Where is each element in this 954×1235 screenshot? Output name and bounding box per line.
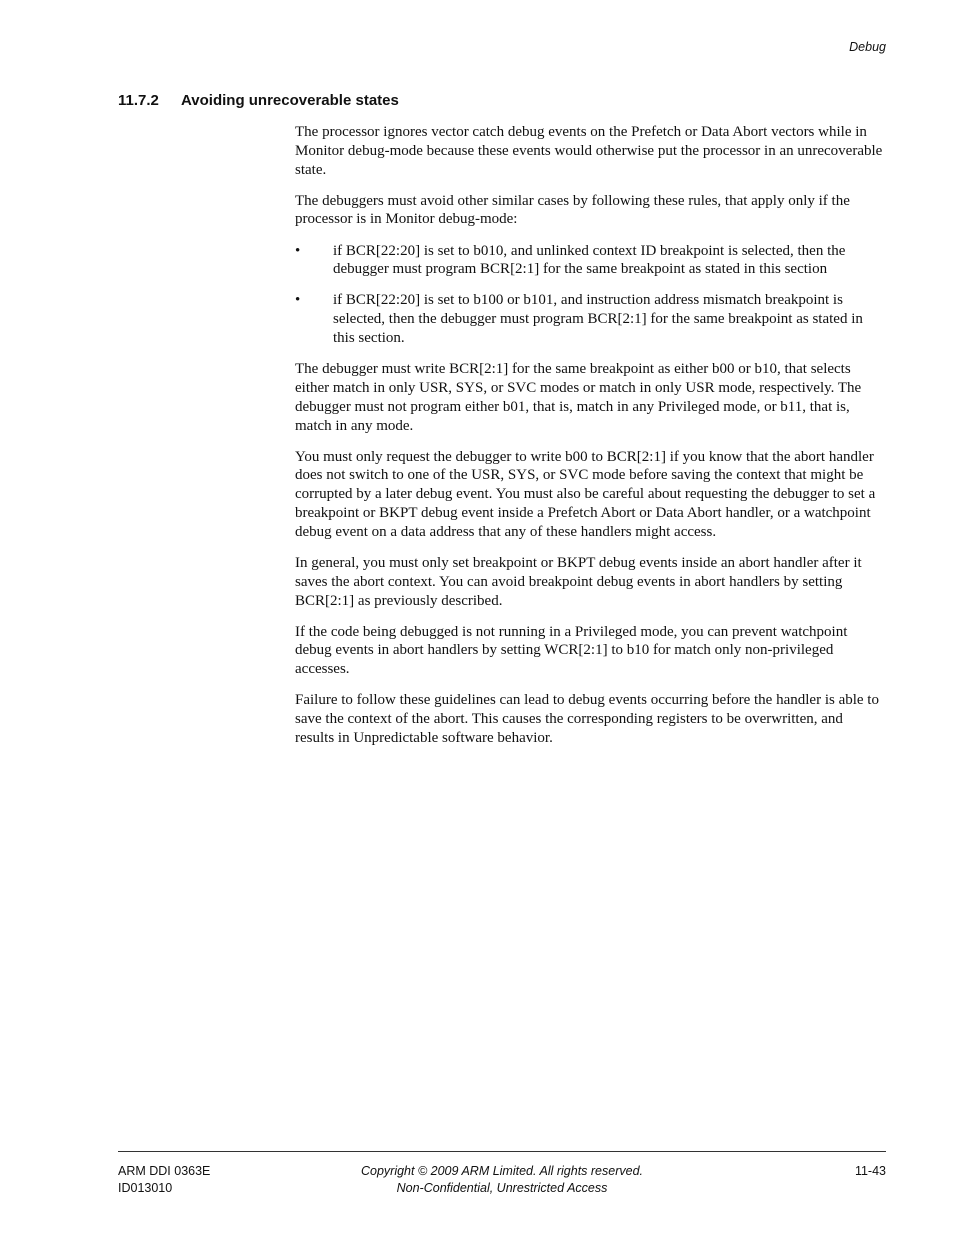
paragraph: The debugger must write BCR[2:1] for the same breakpoint as either b00 or b10, that selects either match in only USR, SYS, or SVC modes or match in only USR mode, respectively. The debugger must not program either b01, that is, match in any Privileged mode, or b11, that is, match in any mode. xyxy=(295,361,862,434)
list-item xyxy=(295,291,885,347)
list-item-text: if BCR[22:20] is set to b010, and unlinked context ID breakpoint is selected, then the debugger must program BCR[2:1] for the same breakpoint as stated in this section xyxy=(333,242,846,278)
paragraph: The processor ignores vector catch debug events on the Prefetch or Data Abort vectors while in Monitor debug-mode because these events would otherwise put the processor in an unrecoverable state. xyxy=(295,124,883,178)
paragraph: You must only request the debugger to write b00 to BCR[2:1] if you know that the abort handler does not switch to one of the USR, SYS, or SVC mode before saving the context that might be corrupted by a later debug event. You must also be careful about requesting the debugger to set a breakpoint or BKPT debug event inside a Prefetch Abort or Data Abort handler, or a watchpoint debug event on a data address that any of these handlers might access. xyxy=(295,448,876,540)
paragraph: In general, you must only set breakpoint or BKPT debug events inside an abort handler after it saves the abort context. You can avoid breakpoint debug events in abort handlers by setting BCR[2:1] as previously described. xyxy=(295,554,862,609)
paragraph: If the code being debugged is not running in a Privileged mode, you can prevent watchpoint debug events in abort handlers by setting WCR[2:1] to b10 for match only non-privileged accesses. xyxy=(295,623,848,678)
doc-id: ID013010 xyxy=(118,1181,173,1195)
footer-page xyxy=(855,1163,886,1180)
list-item xyxy=(295,242,885,280)
rules-list xyxy=(295,242,885,348)
copyright-notice: Copyright © 2009 ARM Limited. All rights reserved. xyxy=(360,1164,643,1178)
paragraph: The debuggers must avoid other similar cases by following these rules, that apply only if the processor is in Monitor debug-mode: xyxy=(295,192,850,228)
section-body xyxy=(295,123,885,760)
bullet-icon: • xyxy=(295,292,301,309)
page-number: 11-43 xyxy=(854,1164,886,1178)
paragraph: Failure to follow these guidelines can lead to debug events occurring before the handler is able to save the context of the abort. This causes the corresponding registers to be overwritten, and results in Unpredictable software behavior. xyxy=(295,692,879,746)
footer-doc-info xyxy=(118,1163,210,1197)
list-item-text: if BCR[22:20] is set to b100 or b101, and instruction address mismatch breakpoint is selected, then the debugger must program BCR[2:1] for the same breakpoint as stated in this section. xyxy=(333,292,863,347)
section-title: Avoiding unrecoverable states xyxy=(181,92,399,109)
section-number: 11.7.2 xyxy=(118,92,159,109)
doc-number: ARM DDI 0363E xyxy=(118,1164,211,1178)
footer-legal xyxy=(318,1163,686,1197)
access-notice: Non-Confidential, Unrestricted Access xyxy=(396,1181,608,1195)
running-header-chapter: Debug xyxy=(849,40,886,54)
bullet-icon: • xyxy=(295,242,301,259)
footer-divider xyxy=(118,1151,886,1152)
section-heading xyxy=(118,92,399,109)
